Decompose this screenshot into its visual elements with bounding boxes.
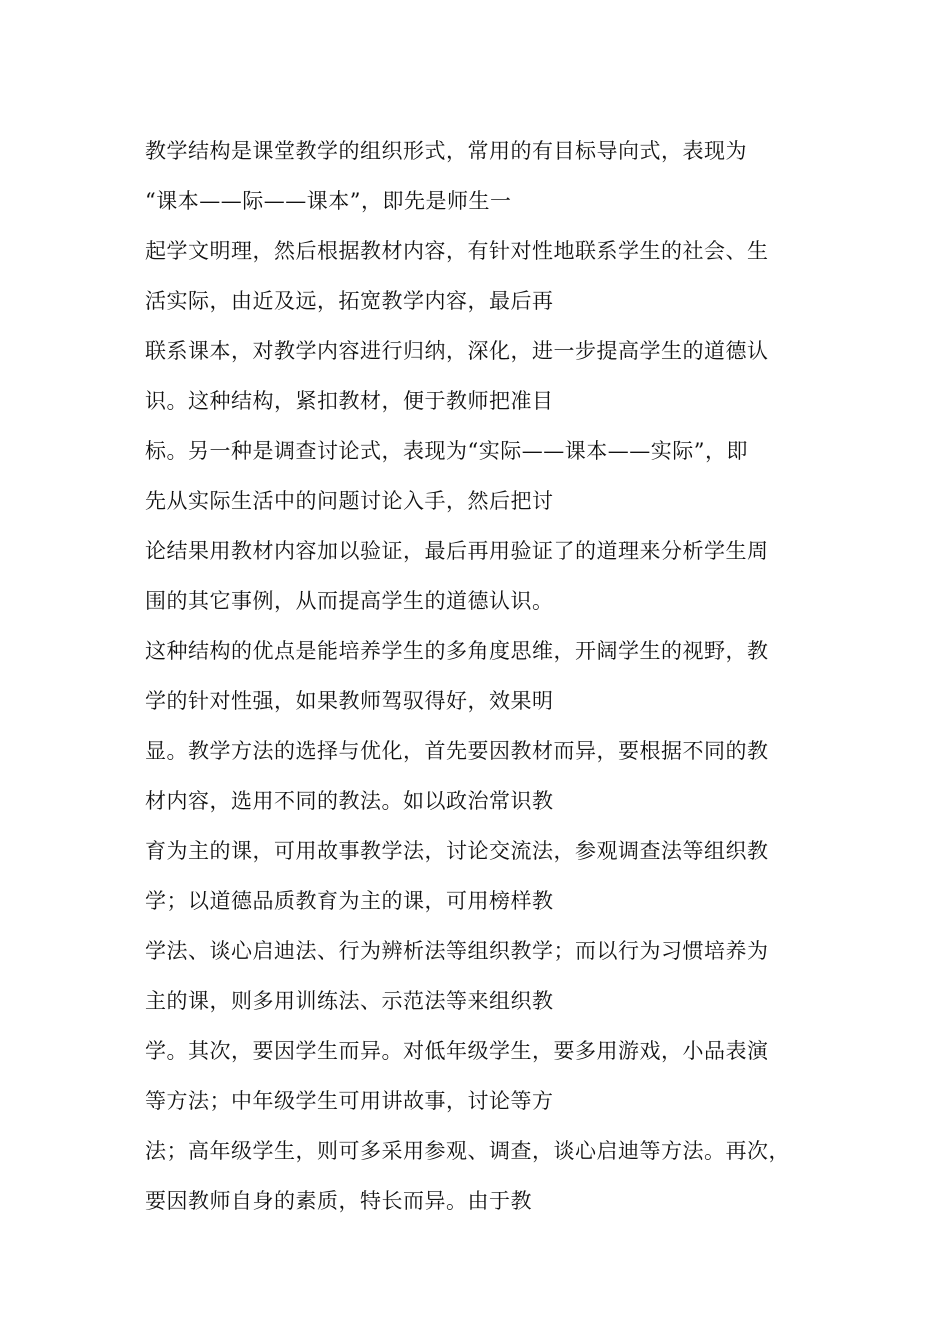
text-line: 这种结构的优点是能培养学生的多角度思维，开阔学生的视野，教	[145, 639, 769, 663]
text-line: 起学文明理，然后根据教材内容，有针对性地联系学生的社会、生	[145, 239, 769, 263]
text-line: 学；以道德品质教育为主的课，可用榜样教	[145, 889, 554, 913]
text-line: 要因教师自身的素质，特长而异。由于教	[145, 1189, 532, 1213]
text-line: 联系课本，对教学内容进行归纳，深化，进一步提高学生的道德认	[145, 339, 769, 363]
text-line: 等方法；中年级学生可用讲故事，讨论等方	[145, 1089, 554, 1113]
text-line: 识。这种结构，紧扣教材，便于教师把准目	[145, 389, 554, 413]
text-line: 围的其它事例，从而提高学生的道德认识。	[145, 589, 554, 613]
text-line: 论结果用教材内容加以验证，最后再用验证了的道理来分析学生周	[145, 539, 769, 563]
text-line: 先从实际生活中的问题讨论入手，然后把讨	[145, 489, 554, 513]
text-line: 学的针对性强，如果教师驾驭得好，效果明	[145, 689, 554, 713]
text-line: 材内容，选用不同的教法。如以政治常识教	[145, 789, 554, 813]
text-line: “课本——际——课本”，即先是师生一	[145, 189, 512, 213]
text-line: 标。另一种是调查讨论式，表现为“实际——课本——实际”，即	[145, 439, 748, 463]
text-line: 教学结构是课堂教学的组织形式，常用的有目标导向式，表现为	[145, 139, 747, 163]
text-line: 学。其次，要因学生而异。对低年级学生，要多用游戏，小品表演	[145, 1039, 769, 1063]
text-line: 显。教学方法的选择与优化，首先要因教材而异，要根据不同的教	[145, 739, 769, 763]
text-line: 学法、谈心启迪法、行为辨析法等组织教学；而以行为习惯培养为	[145, 939, 769, 963]
text-line: 育为主的课，可用故事教学法，讨论交流法，参观调查法等组织教	[145, 839, 769, 863]
text-line: 活实际，由近及远，拓宽教学内容，最后再	[145, 289, 554, 313]
text-line: 主的课，则多用训练法、示范法等来组织教	[145, 989, 554, 1013]
text-line: 法；高年级学生，则可多采用参观、调查，谈心启迪等方法。再次，	[145, 1139, 790, 1163]
